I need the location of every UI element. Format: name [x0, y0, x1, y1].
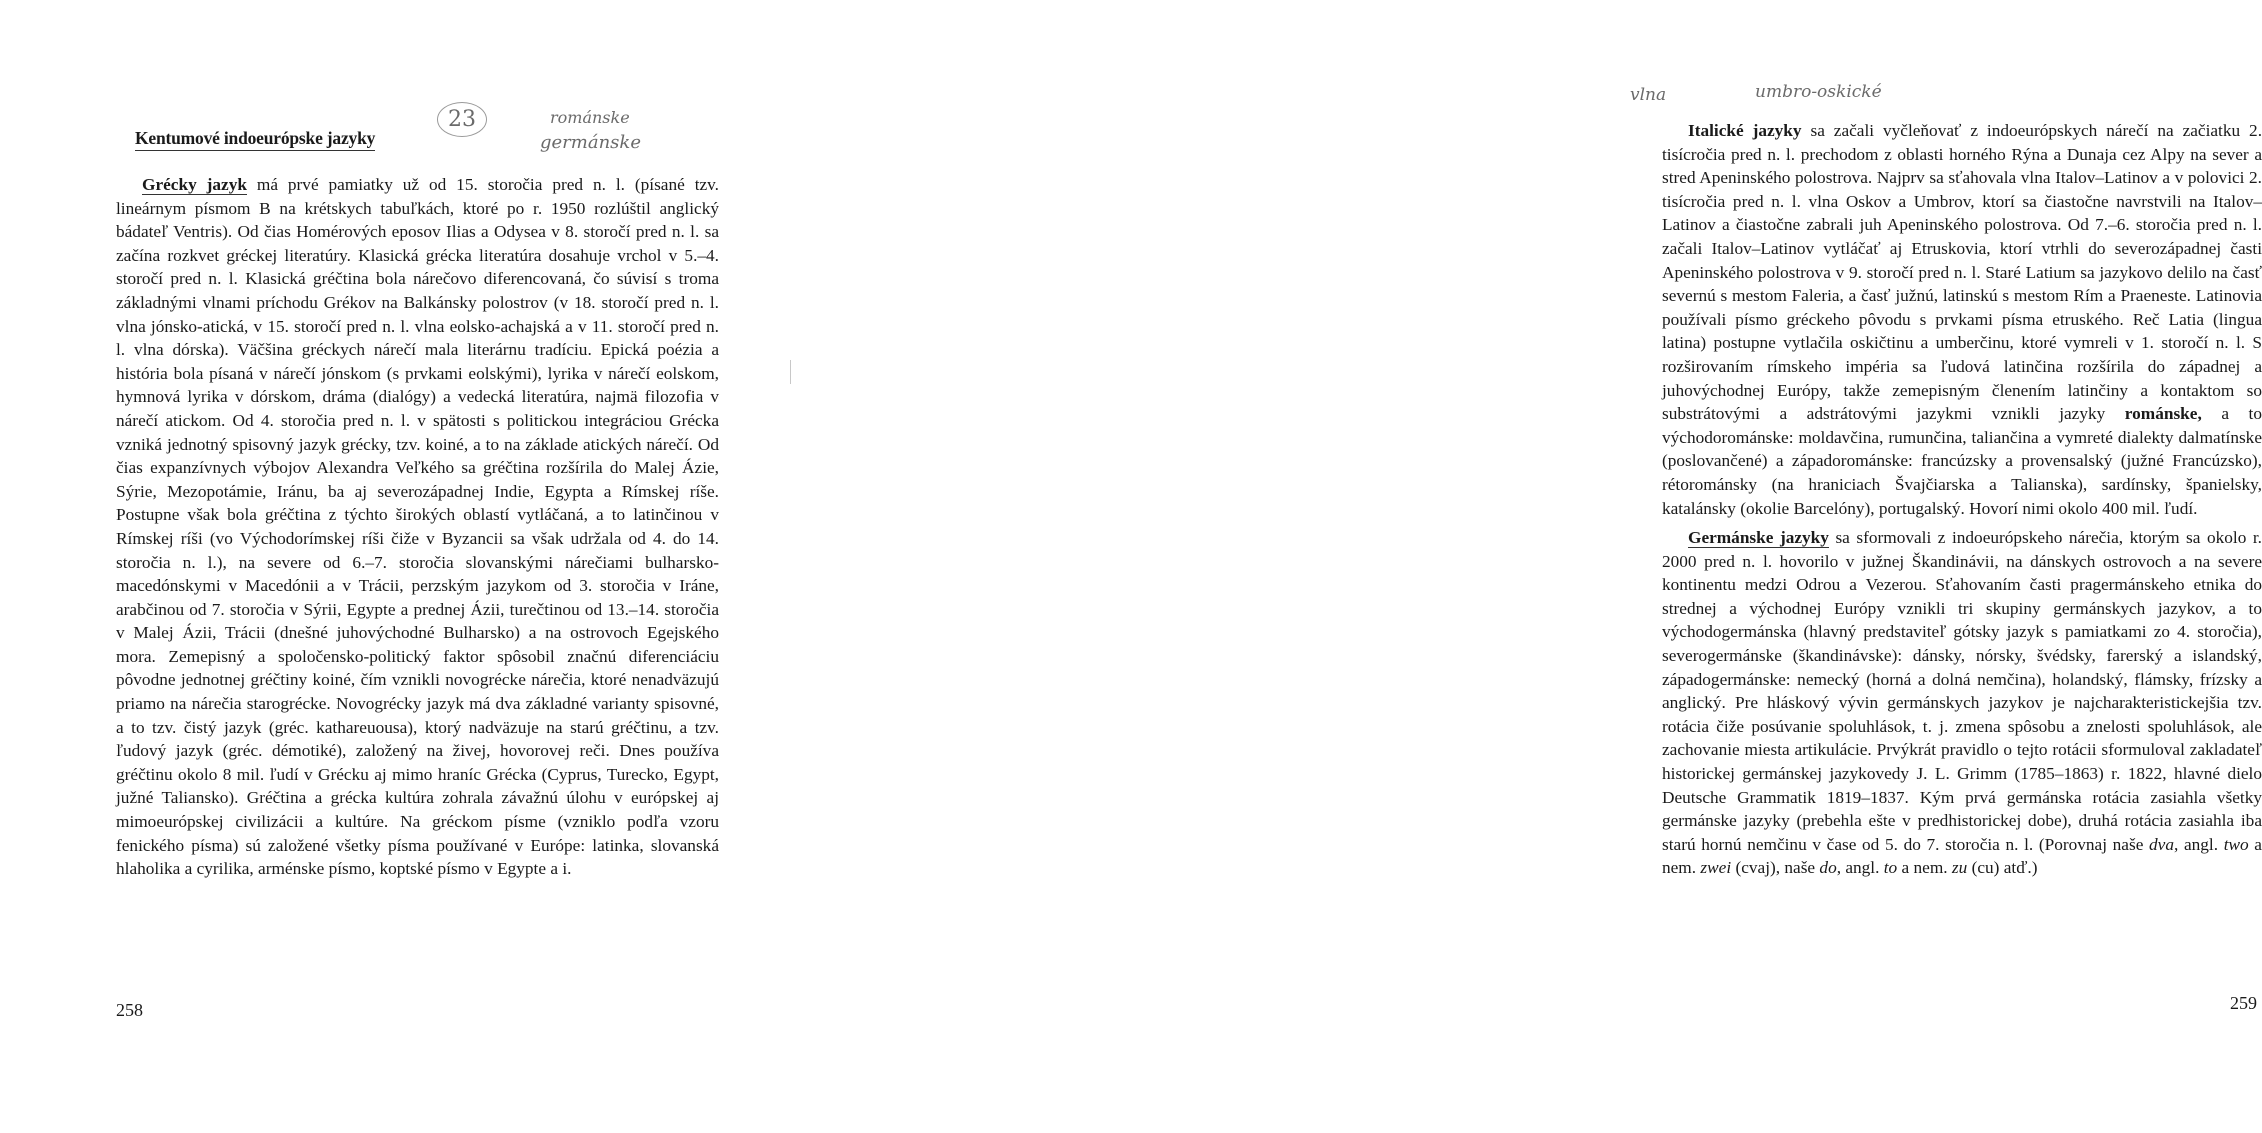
- paragraph-text: a nem.: [1662, 834, 2262, 878]
- example-word: two: [2223, 834, 2249, 854]
- example-word: to: [1883, 858, 1898, 878]
- example-word: zu: [1951, 858, 1968, 878]
- paragraph-text: sa sformovali z indoeurópskeho nárečia, ktorým sa okolo r. 2000 pred n. l. hovorilo v južnej Škandinávii, na dánskych ostrovoch a na severe kontinentu medzi Odrou a Vezerou. Sťahovaním časti pragermánskeho etnika do strednej a východnej Európy vznikli tri skupiny germánskych jazykov, a to východogermánska (hlavný predstaviteľ gótsky jazyk s pamiatkami zo 4. storočia), severogermánske (škandinávske): dánsky, nórsky, švédsky, farerský a islandský, západogermánske: nemecký (horná a dolná nemčina), holandský, flámsky, frízsky a anglický. Pre hláskový vývin germánskych jazykov je najcharakteristickejšia tzv. rotácia čiže posúvanie spoluhlások, t. j. zmena spôsobu a znelosti spoluhlások, ale zachovanie miesta artikulácie. Prvýkrát pravidlo o tejto rotácii sformuloval zakladateľ historickej germánskej jazykovedy J. L. Grimm (1785–1863) r. 1822, hlavné dielo Deutsche Grammatik 1819–1837. Kým prvá germánska rotácia zasiahla všetky germánske jazyky (prebehla ešte v predhistorickej dobe), druhá rotácia zasiahla iba starú hornú nemčinu v čase od 5. do 7. storočia n. l. (Porovnaj naše: [1662, 528, 2262, 854]
- left-body-text: [116, 173, 719, 881]
- section-heading: Kentumové indoeurópske jazyky: [135, 128, 375, 151]
- paragraph-text: a nem.: [1897, 858, 1952, 878]
- paragraph-germanic: [1662, 526, 2262, 880]
- paragraph-text: a to východorománske: moldavčina, rumunčina, taliančina a vymreté dialekty dalmatínske (poslovančené) a západorománske: francúzsky a provensalský (južné Francúzsko), rétorománsky (na hraniciach Švajčiarska a Talianska), sardínsky, španielsky, katalánsky (okolie Barcelóny), portugalský. Hovorí nimi okolo 400 mil. ľudí.: [1662, 404, 2262, 518]
- right-body-text: [1662, 119, 2262, 880]
- term-greek: Grécky jazyk: [142, 175, 247, 194]
- term-romance: románske,: [2124, 404, 2202, 424]
- handwritten-note: germánske: [540, 132, 641, 153]
- page-number: 259: [2230, 993, 2257, 1013]
- example-word: do: [1819, 858, 1837, 878]
- paragraph-text: (cu) atď.): [1967, 858, 2038, 878]
- handwritten-note: vlna: [1630, 85, 1667, 105]
- paragraph-text: (cvaj), naše: [1731, 858, 1820, 878]
- right-page: [800, 0, 2262, 1133]
- page-number: 258: [116, 1000, 143, 1020]
- paragraph-italic: [1662, 119, 2262, 520]
- gutter-mark: [790, 360, 791, 384]
- paragraph-text: sa začali vyčleňovať z indoeurópskych nárečí na začiatku 2. tisícročia pred n. l. prechodom z oblasti horného Rýna a Dunaja cez Alpy na sever a stred Apeninského polostrova. Najprv sa sťahovala vlna Italov–Latinov a v polovici 2. tisícročia pred n. l. vlna Oskov a Umbrov, ktorí sa čiastočne navrstvili na Italov–Latinov a čiastočne zabrali juh Apeninského polostrova. Od 7.–6. storočia pred n. l. začali Italov–Latinov vytláčať aj Etruskovia, ktorí vtrhli do severozápadnej časti Apeninského polostrova v 9. storočí pred n. l. Staré Latium sa jazykovo delilo na časť severnú s mestom Faleria, a časť južnú, latinskú s mestom Rím a Praeneste. Latinovia používali písmo gréckeho pôvodu s prvkami písma etruského. Reč Latia (lingua latina) postupne vytlačila oskičtinu a umberčinu, ktoré vymreli v 1. storočí n. l. S rozširovaním rímskeho impéria sa ľudová latinčina rozšírila do západnej a juhovýchodnej Európy, takže zemepisným členením latinčiny a kontaktom so substrátovými a adstrátovými jazykmi vznikli jazyky: [1662, 121, 2262, 424]
- left-page: [0, 0, 800, 1133]
- paragraph-greek: [116, 173, 719, 881]
- paragraph-text: , angl.: [2173, 834, 2224, 854]
- paragraph-text: , angl.: [1836, 858, 1884, 878]
- handwritten-note: románske: [550, 108, 630, 127]
- term-italic: Italické jazyky: [1688, 121, 1802, 140]
- handwritten-page-mark: 23: [437, 102, 487, 137]
- term-germanic: Germánske jazyky: [1688, 528, 1829, 548]
- handwritten-note: umbro-oskické: [1755, 82, 1882, 102]
- example-word: zwei: [1700, 858, 1732, 878]
- paragraph-text: má prvé pamiatky už od 15. storočia pred n. l. (písané tzv. lineárnym písmom B na krétskych tabuľkách, ktoré po r. 1950 rozlúštil anglický bádateľ Ventris). Od čias Homérových eposov Ilias a Odysea v 8. storočí pred n. l. sa začína rozkvet gréckej literatúry. Klasická grécka literatúra dosahuje vrchol v 5.–4. storočí pred n. l. Klasická gréčtina bola nárečovo diferencovaná, čo súvisí s troma základnými vlnami príchodu Grékov na Balkánsky polostrov (v 18. storočí pred n. l. vlna jónsko-atická, v 15. storočí pred n. l. vlna eolsko-achajská a v 11. storočí pred n. l. vlna dórska). Väčšina gréckych nárečí mala literárnu tradíciu. Epická poézia a história bola písaná v nárečí jónskom (s prvkami eolskými), lyrika v nárečí eolskom, hymnová lyrika v dórskom, dráma (dialógy) a vedecká literatúra, najmä filozofia v nárečí atickom. Od 4. storočia pred n. l. v spätosti s politickou integráciou Grécka vzniká jednotný spisovný jazyk grécky, tzv. koiné, a to na základe atických nárečí. Od čias expanzívnych výbojov Alexandra Veľkého sa gréčtina rozšírila do Malej Ázie, Sýrie, Mezopotámie, Iránu, ba aj severozápadnej Indie, Egypta a Rímskej ríše. Postupne však bola gréčtina z týchto širokých oblastí vytláčaná, a to latinčinou v Rímskej ríši (vo Východorímskej ríši čiže v Byzancii sa však udržala od 4. do 14. storočia n. l.), na severe od 6.–7. storočia slovanskými nárečiami bulharsko-macedónskymi v Macedónii a v Trácii, perzským jazykom od 3. storočia v Iráne, arabčinou od 7. storočia v Sýrii, Egypte a prednej Ázii, turečtinou od 13.–14. storočia v Malej Ázii, Trácii (dnešné juhovýchodné Bulharsko) a na ostrovoch Egejského mora. Zemepisný a spoločensko-politický faktor spôsobil značnú diferenciáciu pôvodne jednotnej gréčtiny koiné, čím vznikli novogrécke nárečia, ktoré nenadväzujú priamo na nárečia starogrécke. Novogrécky jazyk má dva základné varianty spisovné, a to tzv. čistý jazyk (gréc. kathareuousa), ktorý nadväzuje na starú gréčtinu, a tzv. ľudový jazyk (gréc. démotiké), založený na živej, hovorovej reči. Dnes používa gréčtinu okolo 8 mil. ľudí v Grécku aj mimo hraníc Grécka (Cyprus, Turecko, Egypt, južné Taliansko). Gréčtina a grécka kultúra zohrala závažnú úlohu v európskej aj mimoeurópskej civilizácii a kultúre. Na gréckom písme (vzniklo podľa vzoru fenického písma) sú založené všetky písma používané v Európe: latinka, slovanská hlaholika a cyrilika, arménske písmo, koptské písmo v Egypte a i.: [116, 175, 720, 879]
- example-word: dva: [2149, 834, 2174, 854]
